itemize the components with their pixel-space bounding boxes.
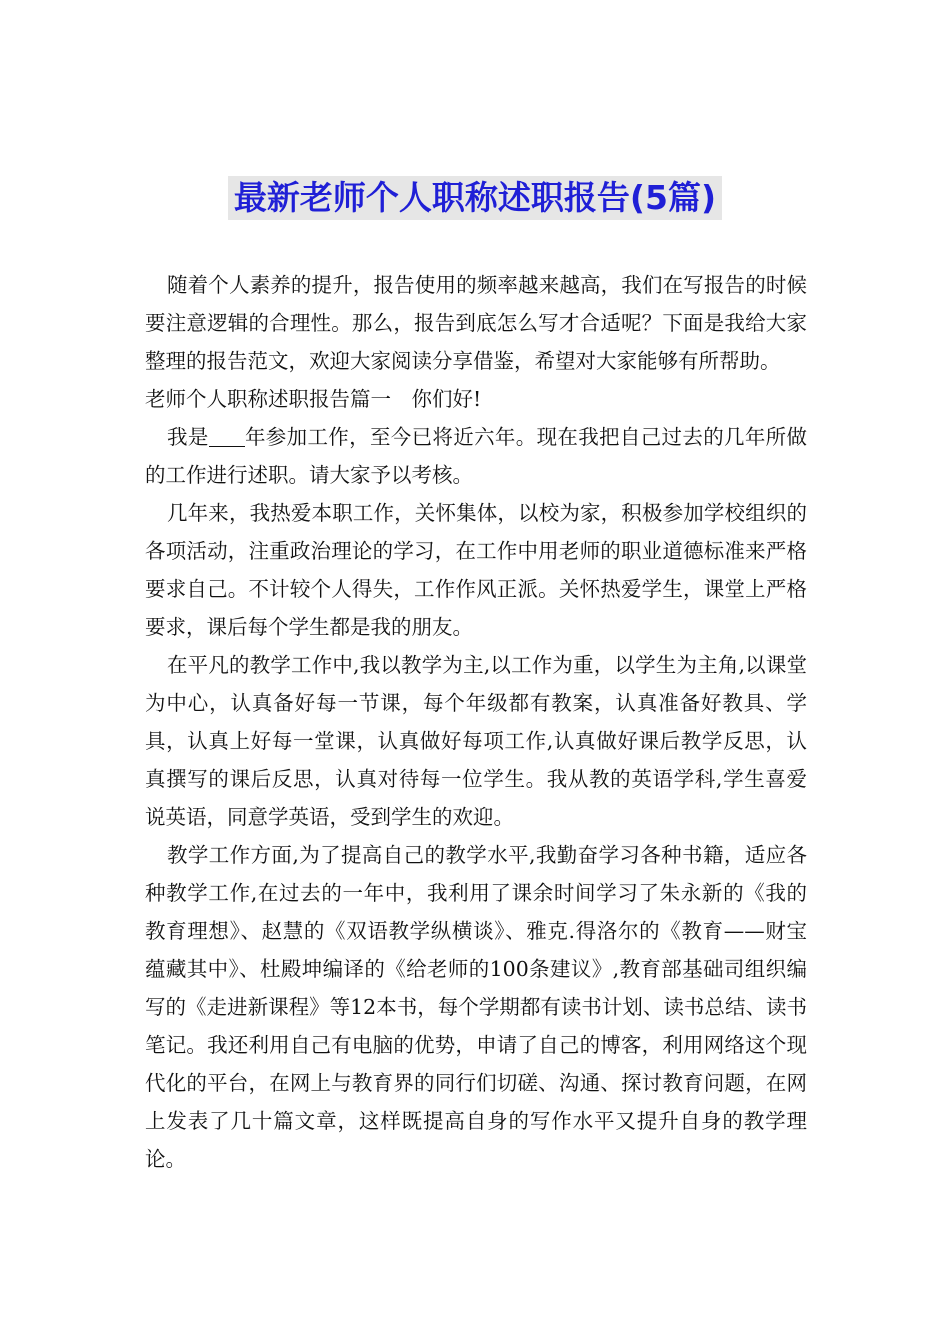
paragraph-3: 在平凡的教学工作中,我以教学为主,以工作为重，以学生为主角,以课堂为中心，认真备好每一节课，每个年级都有教案，认真准备好教具、学具，认真上好每一堂课，认真做好每项工作,认真做好课后教学反思，认真撰写的课后反思，认真对待每一位学生。我从教的英语学科,学生喜爱说英语，同意学英语，受到学生的欢迎。 bbox=[145, 653, 807, 829]
intro-paragraph: 随着个人素养的提升，报告使用的频率越来越高，我们在写报告的时候要注意逻辑的合理性。那么，报告到底怎么写才合适呢？下面是我给大家整理的报告范文，欢迎大家阅读分享借鉴，希望对大家能够有所帮助。 bbox=[145, 273, 807, 373]
document-title: 最新老师个人职称述职报告(5篇) bbox=[228, 176, 722, 220]
section-heading: 老师个人职称述职报告篇一 你们好! bbox=[145, 387, 482, 411]
title-container bbox=[0, 176, 950, 220]
paragraph-1-start: 我是 bbox=[167, 425, 209, 449]
paragraph-1 bbox=[145, 418, 807, 494]
paragraph-2: 几年来，我热爱本职工作，关怀集体，以校为家，积极参加学校组织的各项活动，注重政治理论的学习，在工作中用老师的职业道德标准来严格要求自己。不计较个人得失，工作作风正派。关怀热爱学生，课堂上严格要求，课后每个学生都是我的朋友。 bbox=[145, 501, 807, 639]
paragraph-4: 教学工作方面,为了提高自己的教学水平,我勤奋学习各种书籍，适应各种教学工作,在过去的一年中，我利用了课余时间学习了朱永新的《我的教育理想》、赵慧的《双语教学纵横谈》、雅克.得洛尔的《教育——财宝蕴藏其中》、杜殿坤编译的《给老师的100条建议》,教育部基础司组织编写的《走进新课程》等12本书，每个学期都有读书计划、读书总结、读书笔记。我还利用自己有电脑的优势，申请了自己的博客，利用网络这个现代化的平台，在网上与教育界的同行们切磋、沟通、探讨教育问题，在网上发表了几十篇文章，这样既提高自身的写作水平又提升自身的教学理论。 bbox=[145, 843, 807, 1171]
fill-in-blank bbox=[209, 426, 245, 448]
document-body bbox=[145, 266, 807, 1178]
paragraph-1-rest: 年参加工作，至今已将近六年。现在我把自己过去的几年所做的工作进行述职。请大家予以考核。 bbox=[145, 425, 807, 487]
